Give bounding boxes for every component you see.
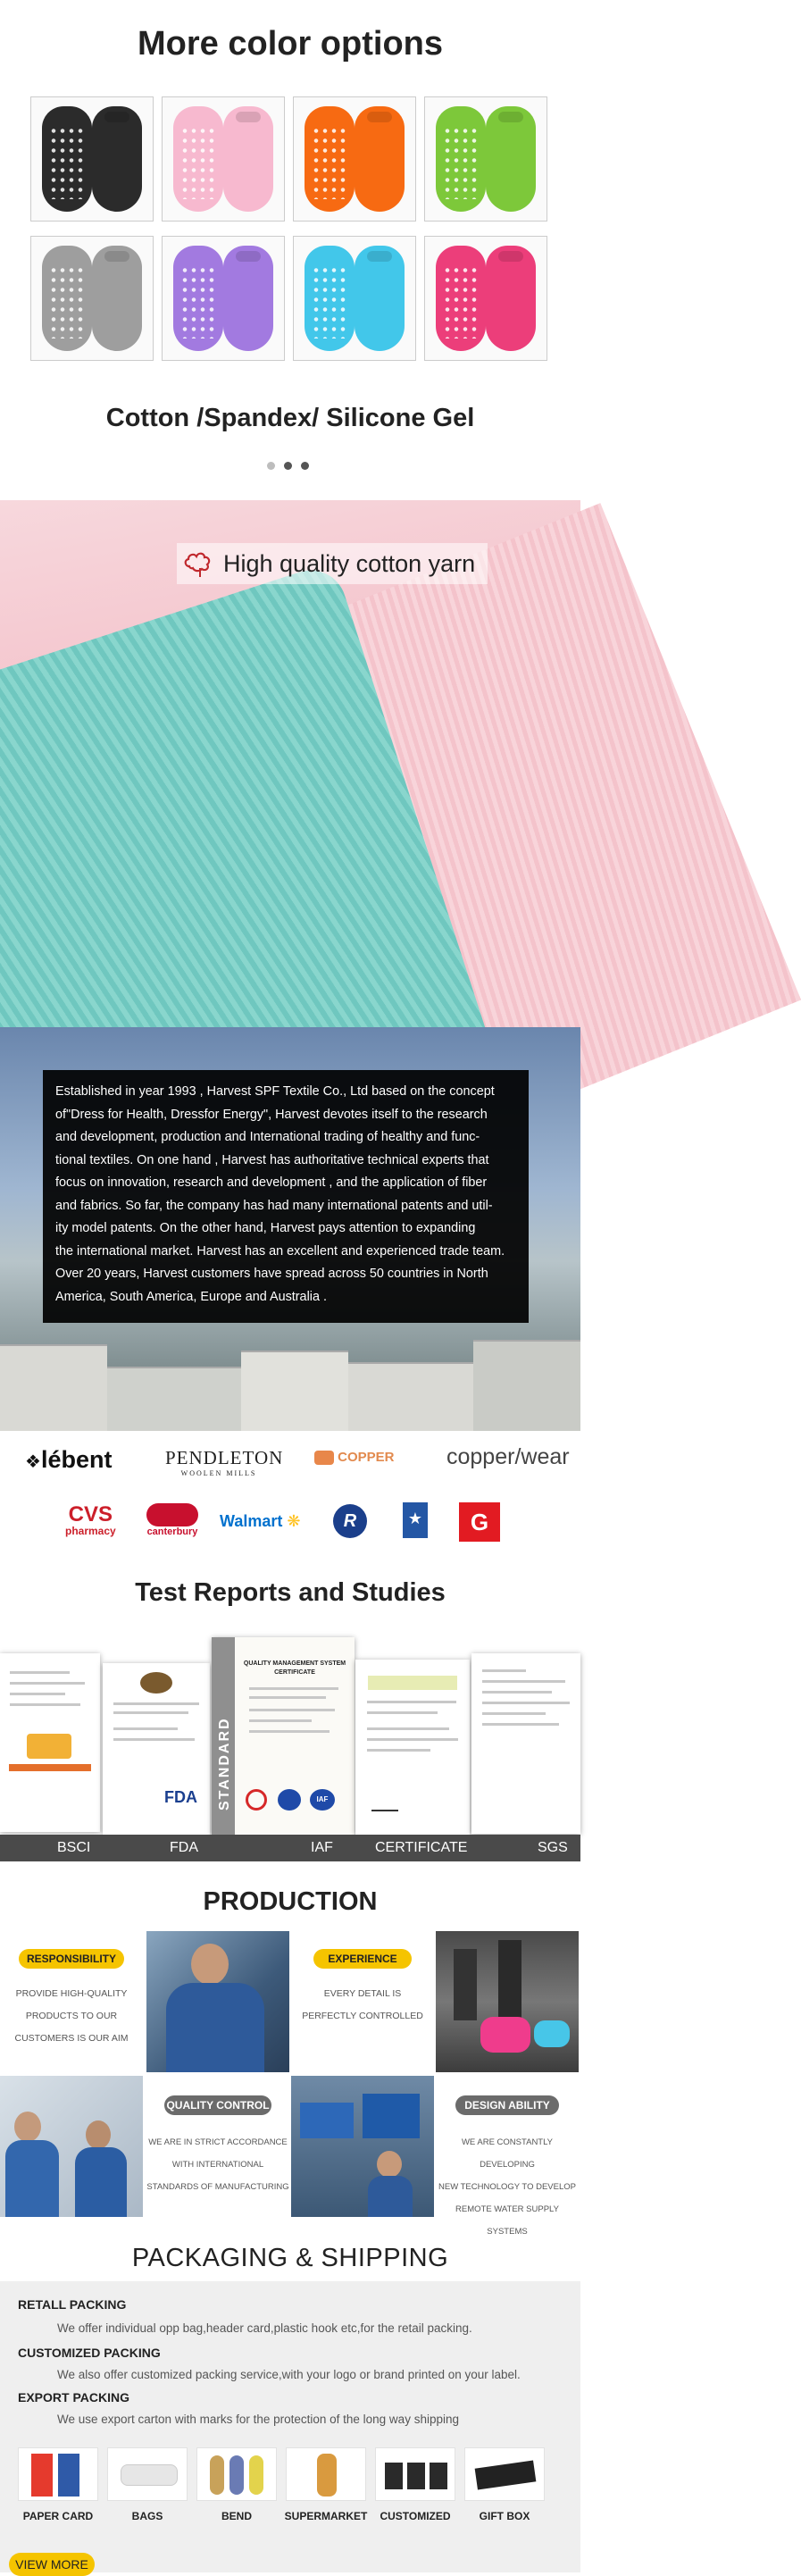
quality-control-tag: QUALITY CONTROL xyxy=(164,2095,271,2115)
experience-cell xyxy=(291,1931,434,2072)
customized-thumb[interactable] xyxy=(375,2447,455,2501)
bend-thumb[interactable] xyxy=(196,2447,277,2501)
cotton-yarn-banner xyxy=(0,500,580,1008)
about-line: ity model patents. On the other hand, Harvest pays attention to expanding xyxy=(55,1221,476,1235)
swatch-pink[interactable] xyxy=(162,96,285,222)
swatch-black[interactable] xyxy=(30,96,154,222)
worker-photo-1 xyxy=(146,1931,289,2072)
sock-machine-photo xyxy=(436,1931,579,2072)
paper-card-thumb[interactable] xyxy=(18,2447,98,2501)
quality-control-text: WE ARE IN STRICT ACCORDANCE WITH INTERNATIONAL STANDARDS OF MANUFACTURING xyxy=(146,2137,289,2192)
about-line: focus on innovation, research and development , and the application of fiber xyxy=(55,1175,488,1190)
company-description xyxy=(43,1070,529,1323)
swatch-sky-blue[interactable] xyxy=(293,236,416,361)
design-ability-cell xyxy=(436,2076,579,2237)
logo-canterbury: canterbury xyxy=(143,1503,202,1537)
experience-text: EVERY DETAIL IS PERFECTLY CONTROLLED xyxy=(302,1988,423,2021)
standard-watermark: STANDARD xyxy=(217,1717,232,1811)
logo-copper-wear: copper/wear xyxy=(446,1444,570,1469)
quality-management-certificate: STANDARD QUALITY MANAGEMENT SYSTEM CERTIFICATE IAF xyxy=(212,1637,355,1836)
responsibility-tag: RESPONSIBILITY xyxy=(19,1949,124,1969)
logo-pendleton: PENDLETON WOOLEN MILLS xyxy=(165,1447,284,1477)
logo-r-circle: R xyxy=(333,1504,367,1538)
logo-g: G xyxy=(459,1502,500,1542)
logo-walmart: Walmart ❋ xyxy=(220,1512,301,1530)
cotton-banner-text: High quality cotton yarn xyxy=(223,550,476,577)
label-certificate: CERTIFICATE xyxy=(375,1840,468,1855)
cotton-banner-label xyxy=(177,543,488,584)
warehouse-photo xyxy=(291,2076,434,2217)
about-line: tional textiles. On one hand , Harvest has authoritative technical experts that xyxy=(55,1152,489,1167)
design-ability-text: WE ARE CONSTANTLY DEVELOPING NEW TECHNOLOGY TO DEVELOP REMOTE WATER SUPPLY SYSTEMS xyxy=(438,2137,576,2237)
customized-packing-text: We also offer customized packing service,with your logo or brand printed on your label. xyxy=(57,2368,521,2381)
about-line: of"Dress for Health, Dressfor Energy", Harvest devotes itself to the research xyxy=(55,1107,488,1122)
workers-line-photo xyxy=(0,2076,143,2217)
reports-label-bar xyxy=(0,1835,580,1861)
swatch-purple[interactable] xyxy=(162,236,285,361)
reports-title: Test Reports and Studies xyxy=(135,1578,446,1607)
view-more-button[interactable]: VIEW MORE xyxy=(9,2553,95,2576)
bags-thumb[interactable] xyxy=(107,2447,188,2501)
retail-packing-text: We offer individual opp bag,header card,plastic hook etc,for the retail packing. xyxy=(57,2321,472,2335)
bsci-report xyxy=(0,1653,100,1832)
logo-star-badge: ★ xyxy=(403,1502,428,1538)
production-title: PRODUCTION xyxy=(203,1887,378,1916)
about-line: Established in year 1993 , Harvest SPF Textile Co., Ltd based on the concept xyxy=(55,1084,495,1099)
certificate-document xyxy=(355,1660,470,1835)
supermarket-caption: SUPERMARKET xyxy=(284,2510,368,2522)
sgs-report xyxy=(471,1653,580,1834)
customized-packing-heading: CUSTOMIZED PACKING xyxy=(18,2346,161,2360)
logo-lebent: ❖lébent xyxy=(25,1446,113,1473)
export-packing-heading: EXPORT PACKING xyxy=(18,2390,129,2405)
about-line: the international market. Harvest has an excellent and experienced trade team. xyxy=(55,1243,505,1259)
fda-certificate: FDA xyxy=(103,1663,210,1835)
bags-caption: BAGS xyxy=(131,2510,163,2522)
customized-caption: CUSTOMIZED xyxy=(380,2510,451,2522)
label-iaf: IAF xyxy=(311,1840,333,1855)
colors-title: More color options xyxy=(138,25,443,63)
about-line: Over 20 years, Harvest customers have spread across 50 countries in North xyxy=(55,1267,488,1281)
gift-box-thumb[interactable] xyxy=(464,2447,545,2501)
supermarket-thumb[interactable] xyxy=(286,2447,366,2501)
carousel-dot[interactable] xyxy=(301,462,309,470)
swatch-green[interactable] xyxy=(424,96,547,222)
gift-box-caption: GIFT BOX xyxy=(479,2510,530,2522)
carousel-dot[interactable] xyxy=(267,462,275,470)
responsibility-cell xyxy=(0,1931,143,2072)
packaging-title: PACKAGING & SHIPPING xyxy=(131,2244,449,2272)
bend-caption: BEND xyxy=(221,2510,252,2522)
swatch-rose[interactable] xyxy=(424,236,547,361)
about-line: and fabrics. So far, the company has had many international patents and util- xyxy=(55,1198,493,1213)
experience-tag: EXPERIENCE xyxy=(313,1949,412,1969)
swatch-orange[interactable] xyxy=(293,96,416,222)
design-ability-tag: DESIGN ABILITY xyxy=(455,2095,559,2115)
label-fda: FDA xyxy=(170,1840,198,1855)
about-line: America, South America, Europe and Australia . xyxy=(55,1289,327,1304)
material-caption: Cotton /Spandex/ Silicone Gel xyxy=(105,404,475,432)
export-packing-text: We use export carton with marks for the protection of the long way shipping xyxy=(57,2413,459,2426)
company-about-section xyxy=(0,1027,580,1431)
label-sgs: SGS xyxy=(538,1840,568,1855)
logo-copper: COPPER xyxy=(314,1450,395,1465)
paper-card-caption: PAPER CARD xyxy=(22,2510,94,2522)
about-line: and development, production and International trading of healthy and func- xyxy=(55,1130,480,1144)
logo-cvs: CVS pharmacy xyxy=(65,1502,116,1537)
retail-packing-heading: RETALL PACKING xyxy=(18,2297,127,2312)
quality-control-cell xyxy=(146,2076,289,2217)
swatch-gray[interactable] xyxy=(30,236,154,361)
responsibility-text: PROVIDE HIGH-QUALITY PRODUCTS TO OUR CUSTOMERS IS OUR AIM xyxy=(14,1988,129,2044)
label-bsci: BSCI xyxy=(57,1840,91,1855)
cotton-icon xyxy=(182,548,218,579)
carousel-dot[interactable] xyxy=(284,462,292,470)
